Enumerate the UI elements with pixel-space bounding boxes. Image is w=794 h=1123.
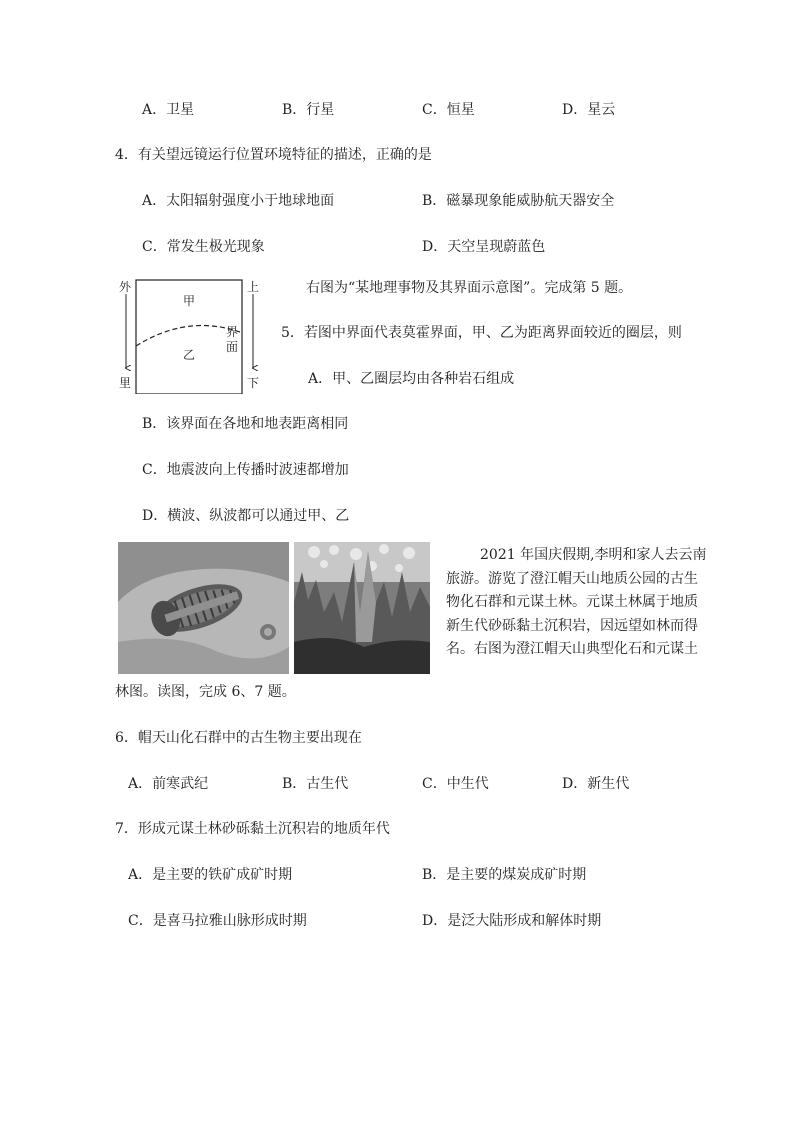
label-outer: 外 (119, 280, 132, 294)
q6-stem: 6．帽天山化石群中的古生物主要出现在 (115, 730, 362, 746)
q7-option-c: C．是喜马拉雅山脉形成时期 (128, 913, 307, 929)
q3-option-d: D．星云 (562, 102, 616, 118)
label-mian: 面 (226, 340, 239, 354)
label-top: 上 (247, 280, 260, 294)
q3-option-b: B．行星 (282, 102, 335, 118)
q7-stem: 7．形成元谋土林砂砾黏土沉积岩的地质年代 (115, 821, 390, 837)
passage-line-2: 旅游。游览了澄江帽天山地质公园的古生 (446, 570, 698, 587)
label-jie: 界 (226, 325, 239, 339)
q5-option-b: B．该界面在各地和地表距离相同 (142, 416, 349, 432)
q3-option-c: C．恒星 (422, 102, 475, 118)
q4-option-d: D．天空呈现蔚蓝色 (422, 239, 546, 255)
q6-option-c: C．中生代 (422, 776, 489, 792)
label-inner: 里 (119, 376, 132, 390)
label-yi: 乙 (183, 348, 196, 362)
q5-stem: 5．若图中界面代表莫霍界面，甲、乙为距离界面较近的圈层，则 (281, 325, 682, 341)
passage-block (446, 544, 707, 662)
q7-option-d: D．是泛大陆形成和解体时期 (422, 913, 602, 929)
label-bottom: 下 (247, 376, 260, 390)
q4-option-c: C．常发生极光现象 (142, 239, 265, 255)
q5-intro: 右图为“某地理事物及其界面示意图”。完成第 5 题。 (306, 280, 633, 296)
q6-option-b: B．古生代 (282, 776, 349, 792)
q4-option-a: A．太阳辐射强度小于地球地面 (142, 193, 335, 209)
q4-option-b: B．磁暴现象能威胁航天器安全 (422, 193, 615, 209)
q4-stem: 4．有关望远镜运行位置环境特征的描述，正确的是 (115, 147, 432, 163)
passage-last-line: 林图。读图，完成 6、7 题。 (115, 684, 296, 700)
q5-option-a: A．甲、乙圈层均由各种岩石组成 (308, 371, 515, 387)
label-jia: 甲 (183, 294, 196, 308)
q7-option-b: B．是主要的煤炭成矿时期 (422, 867, 587, 883)
q6-option-d: D．新生代 (562, 776, 630, 792)
q3-option-a: A．卫星 (142, 102, 195, 118)
earth-forest-photo (294, 542, 430, 674)
q7-option-a: A．是主要的铁矿成矿时期 (128, 867, 293, 883)
q5-option-c: C．地震波向上传播时波速都增加 (142, 462, 349, 478)
passage-line-3: 物化石群和元谋土林。元谋土林属于地质 (446, 594, 698, 610)
q6-option-a: A．前寒武纪 (128, 776, 209, 792)
fossil-photo (118, 542, 289, 674)
interface-curve (136, 326, 240, 346)
passage-line-1: 2021 年国庆假期,李明和家人去云南 (480, 547, 707, 563)
passage-line-5: 名。右图为澄江帽天山典型化石和元谋土 (446, 641, 698, 657)
q5-option-d: D．横波、纵波都可以通过甲、乙 (142, 508, 350, 524)
passage-line-4: 新生代砂砾黏土沉积岩，因远望如林而得 (446, 617, 698, 634)
